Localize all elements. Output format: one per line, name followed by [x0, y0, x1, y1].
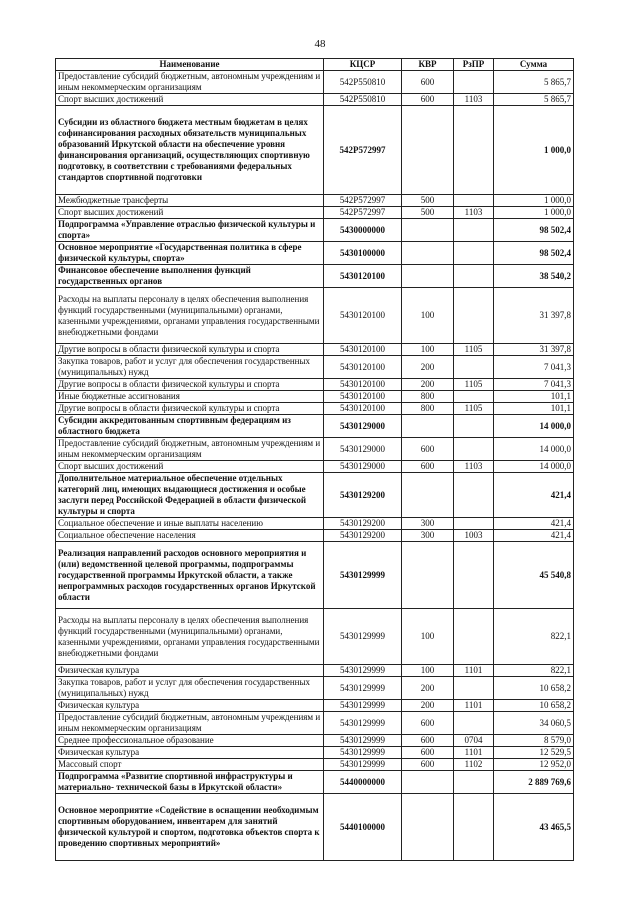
row-code: 5430120100 [324, 391, 402, 403]
row-code: 5430129200 [324, 530, 402, 542]
row-rzpr [454, 771, 494, 794]
row-rzpr: 0704 [454, 735, 494, 747]
row-kvr: 100 [402, 609, 454, 665]
table-row [56, 265, 574, 288]
row-kvr [402, 265, 454, 288]
row-sum: 1 000,0 [494, 195, 574, 207]
row-rzpr [454, 391, 494, 403]
row-code: 5430129999 [324, 747, 402, 759]
row-sum: 43 465,5 [494, 794, 574, 861]
table-row [56, 530, 574, 542]
row-kvr: 200 [402, 379, 454, 391]
row-name: Физическая культура [56, 700, 324, 712]
row-sum: 7 041,3 [494, 356, 574, 379]
row-kvr: 800 [402, 403, 454, 415]
row-sum: 31 397,8 [494, 344, 574, 356]
row-sum: 8 579,0 [494, 735, 574, 747]
row-rzpr: 1105 [454, 403, 494, 415]
row-rzpr [454, 106, 494, 195]
table-row [56, 403, 574, 415]
row-name: Физическая культура [56, 747, 324, 759]
table-row [56, 747, 574, 759]
row-rzpr: 1105 [454, 344, 494, 356]
row-rzpr: 1101 [454, 747, 494, 759]
row-name: Финансовое обеспечение выполнения функций государственных органов [56, 265, 324, 288]
row-code: 542P550810 [324, 71, 402, 94]
row-name: Предоставление субсидий бюджетным, автономным учреждениям и иным некоммерческим организациям [56, 712, 324, 735]
row-rzpr [454, 356, 494, 379]
row-kvr [402, 242, 454, 265]
row-name: Реализация направлений расходов основного мероприятия и (или) ведомственной целевой программы, подпрограммы государственной программы Иркутской области, а также непрограммных расходов государственных органов Иркутской области [56, 542, 324, 609]
row-code: 5430129999 [324, 665, 402, 677]
row-rzpr [454, 265, 494, 288]
row-kvr: 100 [402, 665, 454, 677]
row-sum: 822,1 [494, 665, 574, 677]
row-code: 5430129200 [324, 518, 402, 530]
row-rzpr [454, 71, 494, 94]
table-row [56, 771, 574, 794]
row-name: Подпрограмма «Управление отраслью физической культуры и спорта» [56, 219, 324, 242]
row-rzpr [454, 542, 494, 609]
row-kvr [402, 106, 454, 195]
row-rzpr [454, 415, 494, 438]
row-sum: 14 000,0 [494, 461, 574, 473]
row-rzpr: 1102 [454, 759, 494, 771]
row-kvr: 600 [402, 461, 454, 473]
row-rzpr [454, 677, 494, 700]
row-kvr [402, 219, 454, 242]
row-kvr: 800 [402, 391, 454, 403]
row-rzpr [454, 219, 494, 242]
row-kvr: 200 [402, 356, 454, 379]
row-name: Основное мероприятие «Содействие в оснащении необходимым спортивным оборудованием, инвентарем для занятий физической культурой и спортом, подготовка объектов спорта к проведению спортивных мероприятий» [56, 794, 324, 861]
row-name: Среднее профессиональное образование [56, 735, 324, 747]
row-kvr [402, 771, 454, 794]
row-code: 5430129999 [324, 609, 402, 665]
row-code: 542P572997 [324, 106, 402, 195]
table-row [56, 356, 574, 379]
row-sum: 14 000,0 [494, 438, 574, 461]
row-sum: 421,4 [494, 530, 574, 542]
table-row [56, 106, 574, 195]
row-sum: 98 502,4 [494, 219, 574, 242]
row-name: Основное мероприятие «Государственная политика в сфере физической культуры, спорта» [56, 242, 324, 265]
table-row [56, 759, 574, 771]
row-code: 5430120100 [324, 356, 402, 379]
table-row [56, 735, 574, 747]
header-sum: Сумма [494, 59, 574, 71]
row-code: 5430129999 [324, 542, 402, 609]
row-kvr: 600 [402, 712, 454, 735]
row-kvr [402, 473, 454, 518]
row-code: 5430129999 [324, 759, 402, 771]
row-name: Другие вопросы в области физической культуры и спорта [56, 344, 324, 356]
row-sum: 5 865,7 [494, 94, 574, 106]
row-sum: 2 889 769,6 [494, 771, 574, 794]
row-sum: 101,1 [494, 391, 574, 403]
table-body [56, 71, 574, 861]
row-code: 5430100000 [324, 242, 402, 265]
row-rzpr: 1101 [454, 700, 494, 712]
row-rzpr: 1103 [454, 94, 494, 106]
table-row [56, 677, 574, 700]
row-name: Социальное обеспечение и иные выплаты населению [56, 518, 324, 530]
row-kvr: 600 [402, 735, 454, 747]
table-row [56, 542, 574, 609]
row-rzpr: 1003 [454, 530, 494, 542]
table-row [56, 379, 574, 391]
table-row [56, 473, 574, 518]
row-code: 5430120100 [324, 379, 402, 391]
row-kvr: 100 [402, 344, 454, 356]
table-row [56, 219, 574, 242]
header-name: Наименование [56, 59, 324, 71]
row-name: Физическая культура [56, 665, 324, 677]
row-sum: 7 041,3 [494, 379, 574, 391]
row-name: Дополнительное материальное обеспечение отдельных категорий лиц, имеющих выдающиеся достижения и особые заслуги перед Российской Федерацией в области физической культуры и спорта [56, 473, 324, 518]
row-code: 5440100000 [324, 794, 402, 861]
row-sum: 1 000,0 [494, 106, 574, 195]
row-code: 5430129000 [324, 415, 402, 438]
row-rzpr: 1101 [454, 665, 494, 677]
row-code: 5430120100 [324, 344, 402, 356]
row-rzpr [454, 242, 494, 265]
row-name: Предоставление субсидий бюджетным, автономным учреждениям и иным некоммерческим организациям [56, 438, 324, 461]
row-sum: 822,1 [494, 609, 574, 665]
row-kvr: 600 [402, 438, 454, 461]
row-kvr: 600 [402, 747, 454, 759]
row-sum: 14 000,0 [494, 415, 574, 438]
row-code: 5430129200 [324, 473, 402, 518]
table-row [56, 71, 574, 94]
row-rzpr: 1103 [454, 461, 494, 473]
row-code: 5430120100 [324, 265, 402, 288]
row-code: 5430120100 [324, 403, 402, 415]
row-name: Подпрограмма «Развитие спортивной инфраструктуры и материально- технической базы в Иркутской области» [56, 771, 324, 794]
row-rzpr [454, 473, 494, 518]
row-sum: 101,1 [494, 403, 574, 415]
row-code: 542P550810 [324, 94, 402, 106]
row-sum: 45 540,8 [494, 542, 574, 609]
row-name: Спорт высших достижений [56, 207, 324, 219]
row-name: Расходы на выплаты персоналу в целях обеспечения выполнения функций государственными (муниципальными) органами, казенными учреждениями, органами управления государственными внебюджетными фондами [56, 288, 324, 344]
row-kvr: 200 [402, 677, 454, 700]
row-kvr: 100 [402, 288, 454, 344]
row-name: Закупка товаров, работ и услуг для обеспечения государственных (муниципальных) нужд [56, 356, 324, 379]
row-kvr [402, 794, 454, 861]
row-name: Спорт высших достижений [56, 94, 324, 106]
row-kvr: 300 [402, 530, 454, 542]
table-row [56, 242, 574, 265]
table-row [56, 518, 574, 530]
row-kvr: 300 [402, 518, 454, 530]
row-rzpr [454, 288, 494, 344]
row-sum: 31 397,8 [494, 288, 574, 344]
table-row [56, 438, 574, 461]
row-code: 5430000000 [324, 219, 402, 242]
row-rzpr [454, 438, 494, 461]
row-name: Субсидии из областного бюджета местным бюджетам в целях софинансирования расходных обязательств муниципальных образований Иркутской области на обеспечение уровня финансирования организаций, осуществляющих спортивную подготовку, в соответствии с требованиями федеральных стандартов спортивной подготовки [56, 106, 324, 195]
row-name: Расходы на выплаты персоналу в целях обеспечения выполнения функций государственными (муниципальными) органами, казенными учреждениями, органами управления государственными внебюджетными фондами [56, 609, 324, 665]
row-sum: 98 502,4 [494, 242, 574, 265]
row-code: 5440000000 [324, 771, 402, 794]
row-code: 5430129000 [324, 438, 402, 461]
row-code: 5430129999 [324, 677, 402, 700]
row-sum: 12 952,0 [494, 759, 574, 771]
row-sum: 38 540,2 [494, 265, 574, 288]
row-kvr: 600 [402, 759, 454, 771]
row-name: Социальное обеспечение населения [56, 530, 324, 542]
table-row [56, 415, 574, 438]
row-kvr: 600 [402, 94, 454, 106]
table-row [56, 344, 574, 356]
row-kvr [402, 542, 454, 609]
row-kvr [402, 415, 454, 438]
table-row [56, 609, 574, 665]
row-name: Массовый спорт [56, 759, 324, 771]
row-sum: 12 529,5 [494, 747, 574, 759]
row-name: Предоставление субсидий бюджетным, автономным учреждениям и иным некоммерческим организациям [56, 71, 324, 94]
row-rzpr [454, 712, 494, 735]
table-row [56, 288, 574, 344]
row-rzpr [454, 195, 494, 207]
row-sum: 5 865,7 [494, 71, 574, 94]
row-kvr: 200 [402, 700, 454, 712]
table-row [56, 794, 574, 861]
row-code: 542P572997 [324, 195, 402, 207]
table-row [56, 94, 574, 106]
row-name: Межбюджетные трансферты [56, 195, 324, 207]
row-name: Иные бюджетные ассигнования [56, 391, 324, 403]
row-kvr: 600 [402, 71, 454, 94]
row-code: 5430129999 [324, 735, 402, 747]
table-row [56, 391, 574, 403]
row-name: Закупка товаров, работ и услуг для обеспечения государственных (муниципальных) нужд [56, 677, 324, 700]
page-number: 48 [314, 38, 326, 50]
table-row [56, 461, 574, 473]
row-rzpr [454, 518, 494, 530]
row-code: 542P572997 [324, 207, 402, 219]
table-row [56, 700, 574, 712]
row-sum: 1 000,0 [494, 207, 574, 219]
row-kvr: 500 [402, 195, 454, 207]
header-code: КЦСР [324, 59, 402, 71]
table-row [56, 665, 574, 677]
row-rzpr [454, 609, 494, 665]
row-code: 5430129999 [324, 712, 402, 735]
budget-table [55, 58, 574, 861]
row-code: 5430129999 [324, 700, 402, 712]
table-row [56, 207, 574, 219]
row-rzpr: 1105 [454, 379, 494, 391]
row-name: Другие вопросы в области физической культуры и спорта [56, 403, 324, 415]
table-row [56, 712, 574, 735]
header-rzpr: РзПР [454, 59, 494, 71]
row-sum: 10 658,2 [494, 677, 574, 700]
table-row [56, 195, 574, 207]
row-name: Другие вопросы в области физической культуры и спорта [56, 379, 324, 391]
row-kvr: 500 [402, 207, 454, 219]
row-code: 5430120100 [324, 288, 402, 344]
row-name: Субсидии аккредитованным спортивным федерациям из областного бюджета [56, 415, 324, 438]
row-code: 5430129000 [324, 461, 402, 473]
row-rzpr [454, 794, 494, 861]
row-sum: 34 060,5 [494, 712, 574, 735]
header-kvr: КВР [402, 59, 454, 71]
row-sum: 10 658,2 [494, 700, 574, 712]
table-header-row [56, 59, 574, 71]
row-sum: 421,4 [494, 473, 574, 518]
row-rzpr: 1103 [454, 207, 494, 219]
row-sum: 421,4 [494, 518, 574, 530]
row-name: Спорт высших достижений [56, 461, 324, 473]
